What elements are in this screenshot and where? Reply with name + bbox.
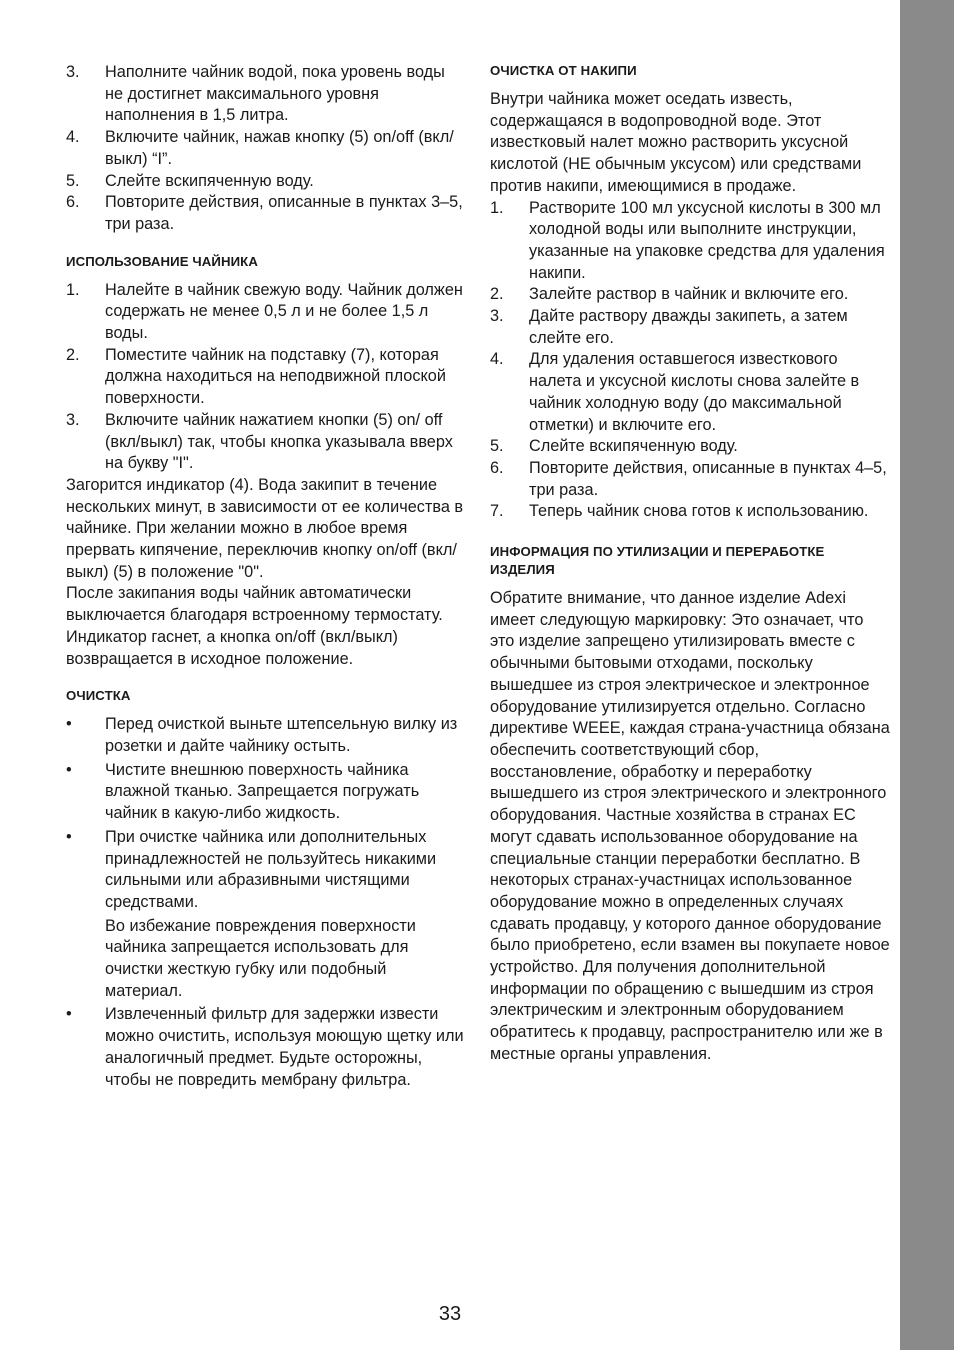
list-item xyxy=(490,306,890,349)
list-item xyxy=(490,436,890,458)
list-item xyxy=(490,349,890,436)
item-number: 6. xyxy=(490,458,504,477)
item-text: При очистке чайника или дополнительных принадлежностей не пользуйтесь никакими сильными или абразивными чистящими средствами. xyxy=(105,827,437,911)
bullet-item xyxy=(66,714,466,757)
item-number: 4. xyxy=(66,128,80,147)
list-item xyxy=(66,280,466,345)
list-item xyxy=(490,284,890,306)
item-number: 5. xyxy=(490,437,504,456)
item-text: Слейте вскипяченную воду. xyxy=(529,437,738,456)
list-item xyxy=(66,192,466,235)
left-column xyxy=(66,62,466,1092)
bullet-icon: • xyxy=(66,827,72,846)
item-text: Чистите внешнюю поверхность чайника влажной тканью. Запрещается погружать чайник в какую-либо жидкость. xyxy=(105,760,420,823)
item-number: 3. xyxy=(66,63,80,81)
item-number: 5. xyxy=(66,171,80,190)
list-item xyxy=(66,62,466,127)
item-number: 1. xyxy=(66,280,80,299)
bullet-item xyxy=(66,827,466,1003)
item-text-extra: Во избежание повреждения поверхности чайника запрещается использовать для очистки жесткую губку или подобный материал. xyxy=(105,916,416,1000)
usage-paragraph: Загорится индикатор (4). Вода закипит в течение нескольких минут, в зависимости от ее количества в чайнике. При желании можно в любое время прервать кипячение, переключив кнопку on/off (вкл/выкл) (5) в положение "0". xyxy=(66,475,464,581)
item-text: Для удаления оставшегося известкового налета и уксусной кислоты снова залейте в чайник холодную воду (до максимальной отметки) и включите его. xyxy=(529,350,860,434)
list-item xyxy=(66,127,466,170)
continued-steps-list xyxy=(66,62,466,236)
item-text: Включите чайник, нажав кнопку (5) on/off (вкл/выкл) “I”. xyxy=(105,128,454,168)
item-text: Залейте раствор в чайник и включите его. xyxy=(529,285,849,304)
bullet-icon: • xyxy=(66,760,72,779)
usage-heading: ИСПОЛЬЗОВАНИЕ ЧАЙНИКА xyxy=(66,253,258,269)
descale-heading: ОЧИСТКА ОТ НАКИПИ xyxy=(490,63,637,78)
page-number: 33 xyxy=(438,1303,462,1325)
item-text: Дайте раствору дважды закипеть, а затем слейте его. xyxy=(529,307,848,347)
descale-steps-list xyxy=(490,198,890,524)
cleaning-heading: ОЧИСТКА xyxy=(66,688,131,704)
usage-steps-list xyxy=(66,280,466,475)
item-number: 3. xyxy=(490,307,504,326)
descale-paragraph: Внутри чайника может оседать известь, содержащаяся в водопроводной воде. Этот известковый налет можно растворить уксусной кислотой (НЕ обычным уксусом) или средствами против накипи, имеющимися в продаже. xyxy=(490,90,862,195)
bullet-icon: • xyxy=(66,1005,72,1024)
list-item xyxy=(490,458,890,501)
list-item xyxy=(66,410,466,475)
item-text: Растворите 100 мл уксусной кислоты в 300 мл холодной воды или выполните инструкции, указанные на упаковке средства для удаления накипи. xyxy=(529,198,885,282)
item-number: 1. xyxy=(490,198,504,217)
item-number: 3. xyxy=(66,410,80,429)
usage-paragraph: После закипания воды чайник автоматически выключается благодаря встроенному термостату. Индикатор гаснет, а кнопка on/off (вкл/выкл) возвращается в исходное положение. xyxy=(66,584,443,668)
bullet-item xyxy=(66,760,466,825)
item-number: 7. xyxy=(490,502,504,521)
item-text: Включите чайник нажатием кнопки (5) on/ off (вкл/выкл) так, чтобы кнопка указывала вверх на букву "I". xyxy=(105,410,453,473)
bullet-text-block xyxy=(105,827,466,1003)
item-text: Повторите действия, описанные в пунктах 4–5, три раза. xyxy=(529,458,887,499)
right-column xyxy=(490,62,890,1066)
recycle-paragraph: Обратите внимание, что данное изделие Adexi имеет следующую маркировку: Это означает, что это изделие запрещено утилизировать вместе с обычными бытовыми отходами, поскольку вышедшее из строя электрическое и электронное оборудование утилизируется отдельно. Согласно директиве WEEE, каждая страна-участница обязана обеспечить соответствующий сбор, восстановление, обработку и переработку вышедшего из строя электрического и электронного оборудования. Частные хозяйства в странах ЕС могут сдавать использованное оборудование на специальные станции переработки бесплатно. В некоторых странах-участницах использованное оборудование можно в определенных случаях сдавать продавцу, у которого данное оборудование было приобретено, если взамен вы покупаете новое устройство. Для получения дополнительной информации по обращению с вышедшим из строя электрическим и электронным оборудованием обратитесь к продавцу, распространителю или же в местные органы управления. xyxy=(490,589,890,1063)
bullet-item xyxy=(66,1004,466,1091)
list-item xyxy=(490,501,890,523)
item-text: Налейте в чайник свежую воду. Чайник должен содержать не менее 0,5 л и не более 1,5 л воды. xyxy=(105,280,463,343)
item-text: Наполните чайник водой, пока уровень воды не достигнет максимального уровня наполнения в 1,5 литра. xyxy=(105,63,445,125)
item-number: 2. xyxy=(66,345,80,364)
cleaning-bullet-list xyxy=(66,714,466,1091)
list-item xyxy=(490,198,890,285)
item-text: Перед очисткой выньте штепсельную вилку из розетки и дайте чайнику остыть. xyxy=(105,715,458,755)
side-tab-bar xyxy=(900,0,954,1350)
item-text: Повторите действия, описанные в пунктах 3–5, три раза. xyxy=(105,193,463,233)
item-number: 6. xyxy=(66,193,80,212)
item-text: Поместите чайник на подставку (7), которая должна находиться на неподвижной плоской поверхности. xyxy=(105,345,446,408)
recycle-heading: ИНФОРМАЦИЯ ПО УТИЛИЗАЦИИ И ПЕРЕРАБОТКЕ ИЗДЕЛИЯ xyxy=(490,544,825,578)
list-item xyxy=(66,171,466,193)
item-number: 4. xyxy=(490,350,504,369)
list-item xyxy=(66,345,466,410)
item-text: Извлеченный фильтр для задержки извести можно очистить, используя моющую щетку или аналогичный предмет. Будьте осторожны, чтобы не повредить мембрану фильтра. xyxy=(105,1005,464,1089)
item-text: Слейте вскипяченную воду. xyxy=(105,171,314,190)
item-text: Теперь чайник снова готов к использованию. xyxy=(529,502,869,521)
item-number: 2. xyxy=(490,285,504,304)
bullet-icon: • xyxy=(66,715,72,734)
